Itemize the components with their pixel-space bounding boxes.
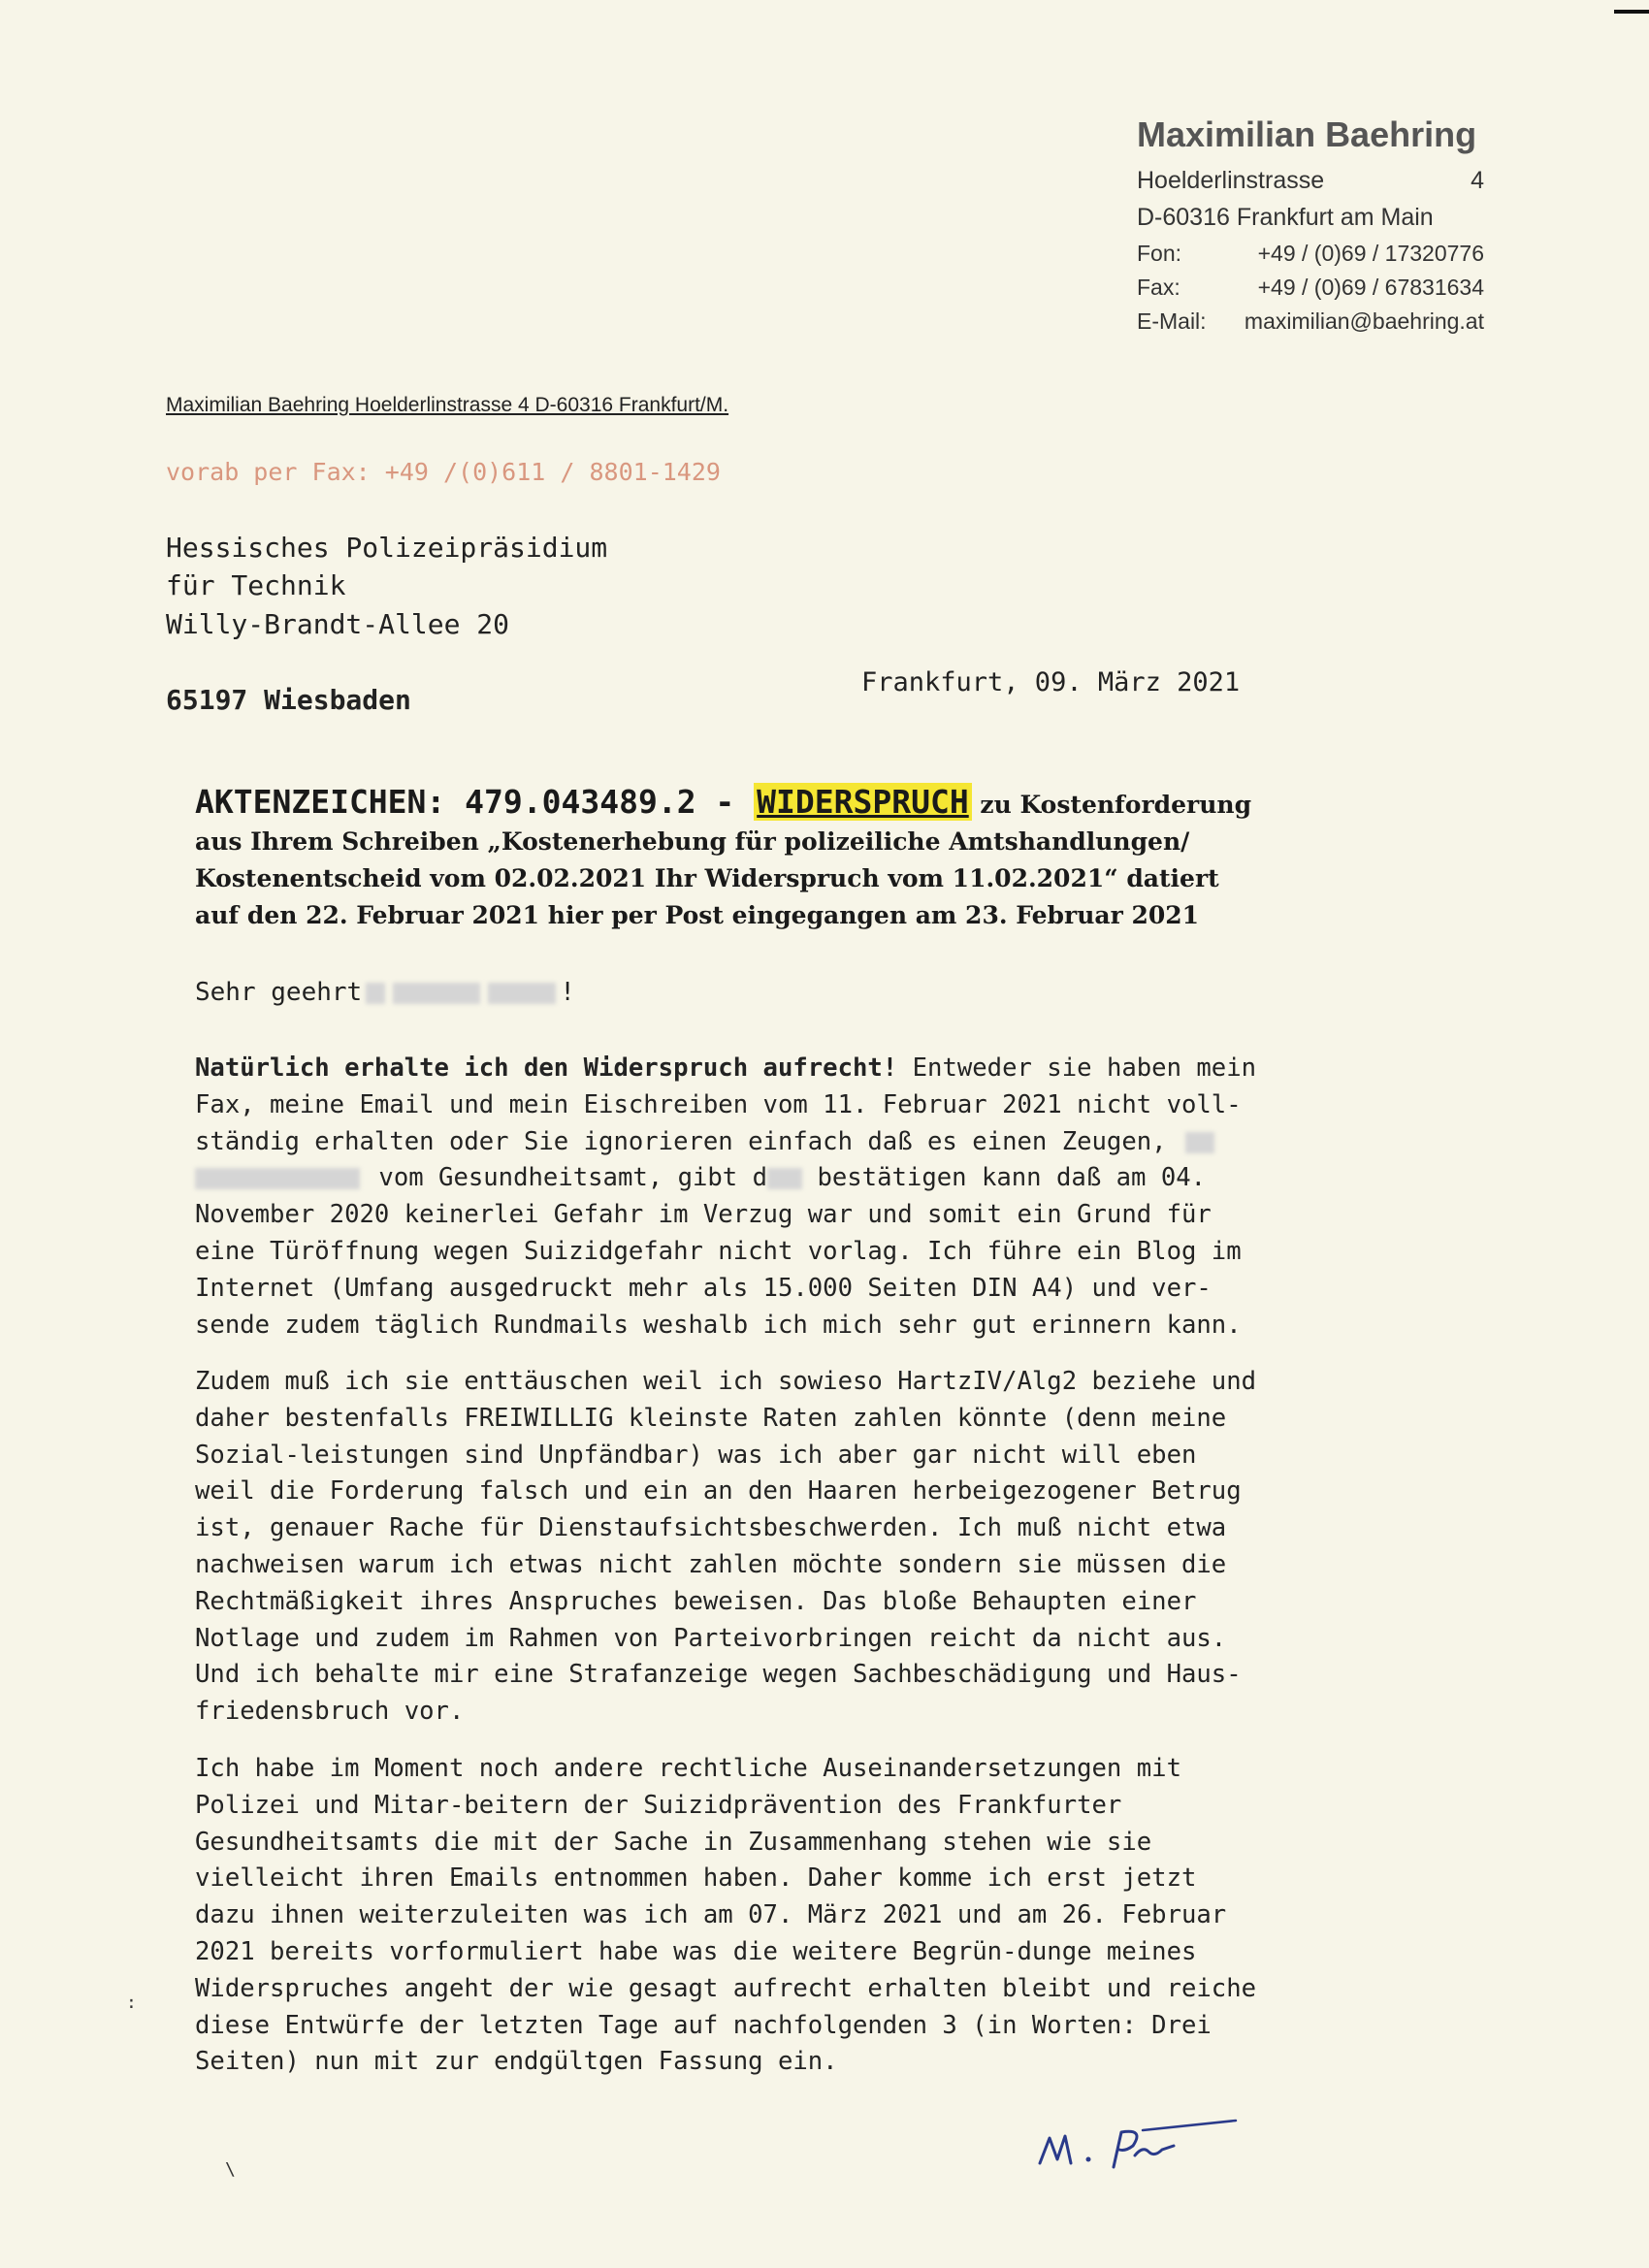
para1-line4b: bestätigen kann daß am 04. (802, 1163, 1207, 1193)
para3-line: Polizei und Mitar-beitern der Suizidprävention des Frankfurter (195, 1790, 1122, 1820)
para2-line: Notlage und zudem im Rahmen von Parteivorbringen reicht da nicht aus. (195, 1623, 1227, 1653)
date-line: Frankfurt, 09. März 2021 (861, 667, 1241, 697)
para1-line: November 2020 keinerlei Gefahr im Verzug war und somit ein Grund für (195, 1200, 1212, 1230)
letterhead-street (1137, 167, 1484, 195)
para2-line: daher bestenfalls FREIWILLIG kleinste Raten zahlen könnte (denn meine (195, 1403, 1227, 1433)
redaction (488, 983, 556, 1004)
para1-line4a: vom Gesundheitsamt, gibt d (364, 1163, 768, 1193)
para3-line: dazu ihnen weiterzuleiten was ich am 07. März 2021 und am 26. Februar (195, 1900, 1227, 1930)
redaction (767, 1168, 802, 1189)
para3-line: Seiten) nun mit zur endgültgen Fassung ein. (195, 2047, 838, 2077)
paragraph-1 (195, 1051, 1456, 1344)
letterhead-name: Maximilian Baehring (1137, 114, 1477, 154)
scan-speck: \ (225, 2159, 236, 2180)
letterhead-email (1137, 308, 1484, 335)
fax-note: vorab per Fax: +49 /(0)611 / 8801-1429 (166, 458, 721, 486)
redaction (366, 983, 385, 1004)
handwritten-signature (1028, 2103, 1251, 2185)
para3-line: Widerspruches angeht der wie gesagt aufrecht erhalten bleibt und reiche (195, 1973, 1257, 2003)
letterhead-fax-value: +49 / (0)69 / 67831634 (1257, 275, 1484, 300)
subject-block (195, 784, 1417, 934)
recipient-city: 65197 Wiesbaden (166, 684, 411, 716)
recipient-line-3: Willy-Brandt-Allee 20 (166, 608, 510, 640)
salutation (195, 978, 575, 1007)
letterhead-fax (1137, 275, 1484, 301)
scan-edge-mark (1614, 10, 1649, 14)
para2-line: nachweisen warum ich etwas nicht zahlen möchte sondern sie müssen die (195, 1549, 1227, 1579)
para2-line: Sozial-leistungen sind Unpfändbar) was ich aber gar nicht will eben (195, 1440, 1197, 1470)
scan-speck: : (126, 1993, 137, 2013)
redaction (393, 983, 480, 1004)
para3-line: Gesundheitsamts die mit der Sache in Zusammenhang stehen wie sie (195, 1827, 1152, 1857)
subject-line-2: aus Ihrem Schreiben „Kostenerhebung für polizeiliche Amtshandlungen/ (195, 827, 1190, 856)
subject-reference: AKTENZEICHEN: 479.043489.2 - (195, 783, 755, 821)
recipient-line-1: Hessisches Polizeipräsidium (166, 532, 608, 564)
recipient-line-2: für Technik (166, 569, 346, 601)
letterhead-fax-label: Fax: (1137, 275, 1180, 300)
para3-line: diese Entwürfe der letzten Tage auf nachfolgenden 3 (in Worten: Drei (195, 2010, 1212, 2040)
paragraph-2 (195, 1364, 1456, 1731)
redaction (1185, 1132, 1214, 1153)
para1-line: sende zudem täglich Rundmails weshalb ich mich sehr gut erinnern kann. (195, 1310, 1242, 1340)
para3-line: Ich habe im Moment noch andere rechtliche Auseinandersetzungen mit (195, 1754, 1181, 1783)
letterhead-fon-label: Fon: (1137, 241, 1182, 266)
redaction (195, 1168, 360, 1189)
sender-return-line: Maximilian Baehring Hoelderlinstrasse 4 D-60316 Frankfurt/M. (166, 394, 729, 416)
letterhead-fon (1137, 241, 1484, 267)
para1-line1-rest: Entweder sie haben mein (897, 1053, 1257, 1083)
para2-line: Rechtmäßigkeit ihres Anspruches beweisen. Das bloße Behaupten einer (195, 1586, 1197, 1616)
salutation-start: Sehr geehrt (195, 978, 363, 1007)
para2-line: Und ich behalte mir eine Strafanzeige wegen Sachbeschädigung und Haus- (195, 1660, 1242, 1690)
para1-line3: ständig erhalten oder Sie ignorieren einfach daß es einen Zeugen, (195, 1126, 1181, 1156)
letterhead-house-no: 4 (1471, 167, 1484, 194)
letterhead-email-label: E-Mail: (1137, 308, 1207, 334)
para1-line: Fax, meine Email und mein Eischreiben vom 11. Februar 2021 nicht voll- (195, 1089, 1242, 1119)
letterhead-email-value: maximilian@baehring.at (1244, 308, 1484, 334)
para1-line: Internet (Umfang ausgedruckt mehr als 15.000 Seiten DIN A4) und ver- (195, 1273, 1212, 1303)
para2-line: weil die Forderung falsch und ein an den Haaren herbeigezogener Betrug (195, 1476, 1242, 1507)
para1-line: eine Türöffnung wegen Suizidgefahr nicht vorlag. Ich führe ein Blog im (195, 1236, 1242, 1266)
para2-line: friedensbruch vor. (195, 1697, 465, 1727)
paragraph-3 (195, 1751, 1456, 2081)
letterhead-fon-value: +49 / (0)69 / 17320776 (1257, 241, 1484, 266)
para2-line: ist, genauer Rache für Dienstaufsichtsbeschwerden. Ich muß nicht etwa (195, 1513, 1227, 1543)
para3-line: vielleicht ihren Emails entnommen haben. Daher komme ich erst jetzt (195, 1863, 1197, 1894)
subject-line-1-rest: zu Kostenforderung (971, 791, 1252, 819)
subject-highlight: WIDERSPRUCH (754, 783, 972, 821)
letterhead-city: D-60316 Frankfurt am Main (1137, 204, 1434, 231)
para3-line: 2021 bereits vorformuliert habe was die weitere Begrün-dunge meines (195, 1936, 1197, 1966)
letterhead-street-name: Hoelderlinstrasse (1137, 167, 1325, 194)
subject-line-3: Kostenentscheid vom 02.02.2021 Ihr Widerspruch vom 11.02.2021“ datiert (195, 864, 1219, 892)
salutation-end: ! (560, 978, 575, 1007)
para2-line: Zudem muß ich sie enttäuschen weil ich sowieso HartzIV/Alg2 beziehe und (195, 1367, 1257, 1396)
subject-line-4: auf den 22. Februar 2021 hier per Post eingegangen am 23. Februar 2021 (195, 901, 1200, 929)
para1-bold: Natürlich erhalte ich den Widerspruch aufrecht! (195, 1053, 898, 1083)
